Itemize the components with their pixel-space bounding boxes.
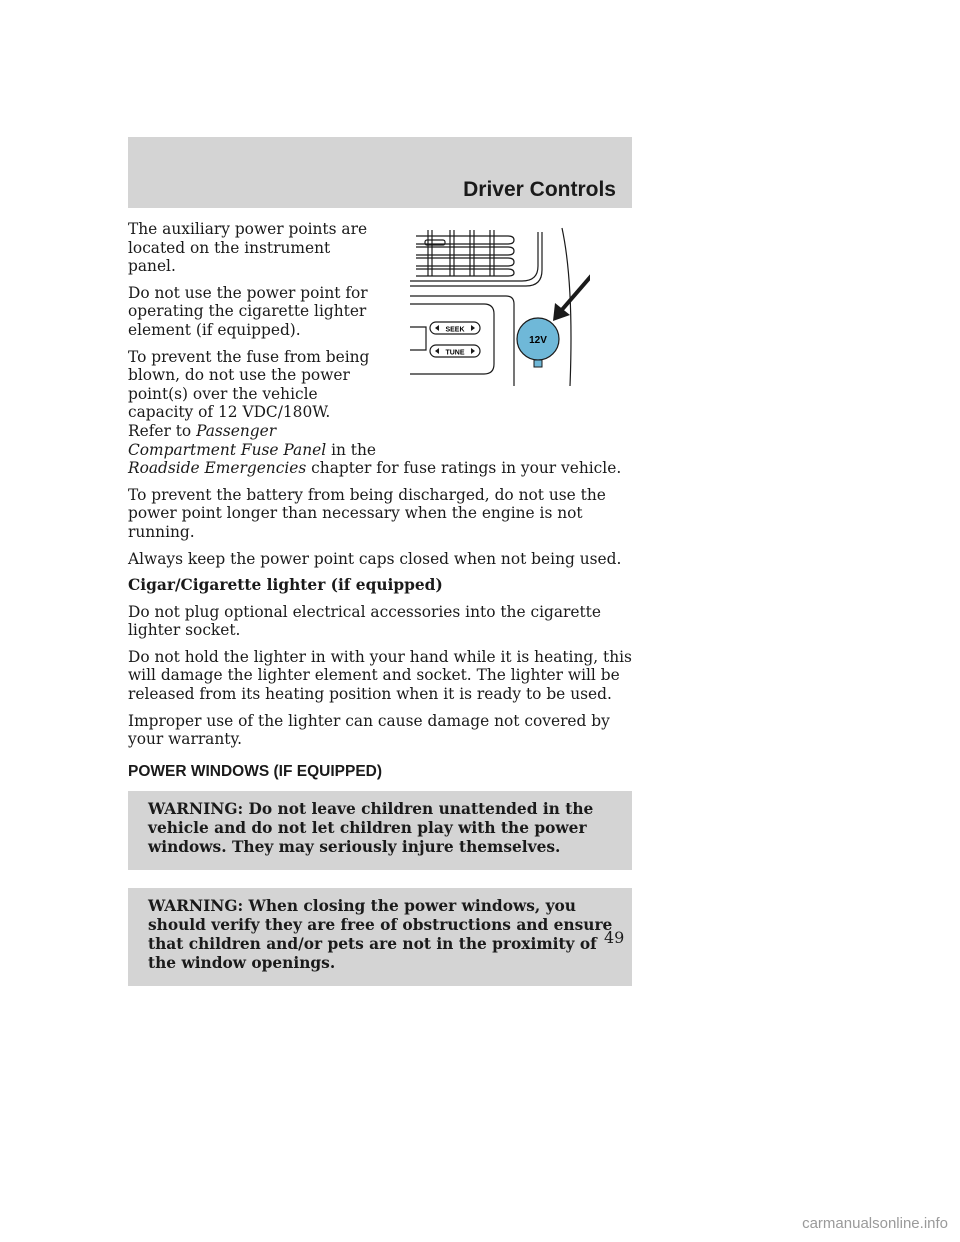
link-roadside-emergencies: Roadside Emergencies <box>128 459 307 478</box>
paragraph-lighter-warning: Do not use the power point for operating the cigarette lighter element (if equipped). <box>128 283 368 339</box>
section-heading-power-windows: POWER WINDOWS (IF EQUIPPED) <box>128 762 383 780</box>
paragraph-caps: Always keep the power point caps closed when not being used. <box>128 549 622 568</box>
chapter-header <box>128 137 632 208</box>
link-passenger-fuse-panel: Passenger Compartment Fuse Panel <box>128 421 327 459</box>
paragraph-fuse: To prevent the fuse from being blown, do not use the power point(s) over the vehicle capacity of 12 VDC/180W. Refer to Passenger Compartment Fuse Panel in the Roadside Emergencies chapter for fuse ratings in your vehicle. <box>128 347 622 478</box>
paragraph-accessories: Do not plug optional electrical accessories into the cigarette lighter socket. <box>128 602 601 640</box>
paragraph-hold-lighter: Do not hold the lighter in with your hand while it is heating, this will damage the lighter element and socket. The lighter will be released from its heating position when it is ready to be used. <box>128 647 632 704</box>
subheading-lighter: Cigar/Cigarette lighter (if equipped) <box>128 576 443 595</box>
paragraph-battery: To prevent the battery from being discharged, do not use the power point longer than necessary when the engine is not running. <box>128 485 606 541</box>
watermark: carmanualsonline.info <box>802 1215 948 1232</box>
page-number: 49 <box>604 928 625 947</box>
chapter-title: Driver Controls <box>463 178 616 201</box>
warning-box-obstructions: WARNING: When closing the power windows, you should verify they are free of obstructions and ensure that children and/or pets are not in the proximity of the window openings. <box>128 888 632 986</box>
seek-button-label: SEEK <box>445 326 465 334</box>
power-point-label: 12V <box>529 335 547 346</box>
tune-button-label: TUNE <box>445 349 465 357</box>
paragraph-location: The auxiliary power points are located on the instrument panel. <box>128 220 368 276</box>
paragraph-improper-use: Improper use of the lighter can cause damage not covered by your warranty. <box>128 711 610 749</box>
warning-box-children: WARNING: Do not leave children unattended in the vehicle and do not let children play with the power windows. They may seriously injure themselves. <box>128 791 632 870</box>
page-content <box>128 220 632 1004</box>
